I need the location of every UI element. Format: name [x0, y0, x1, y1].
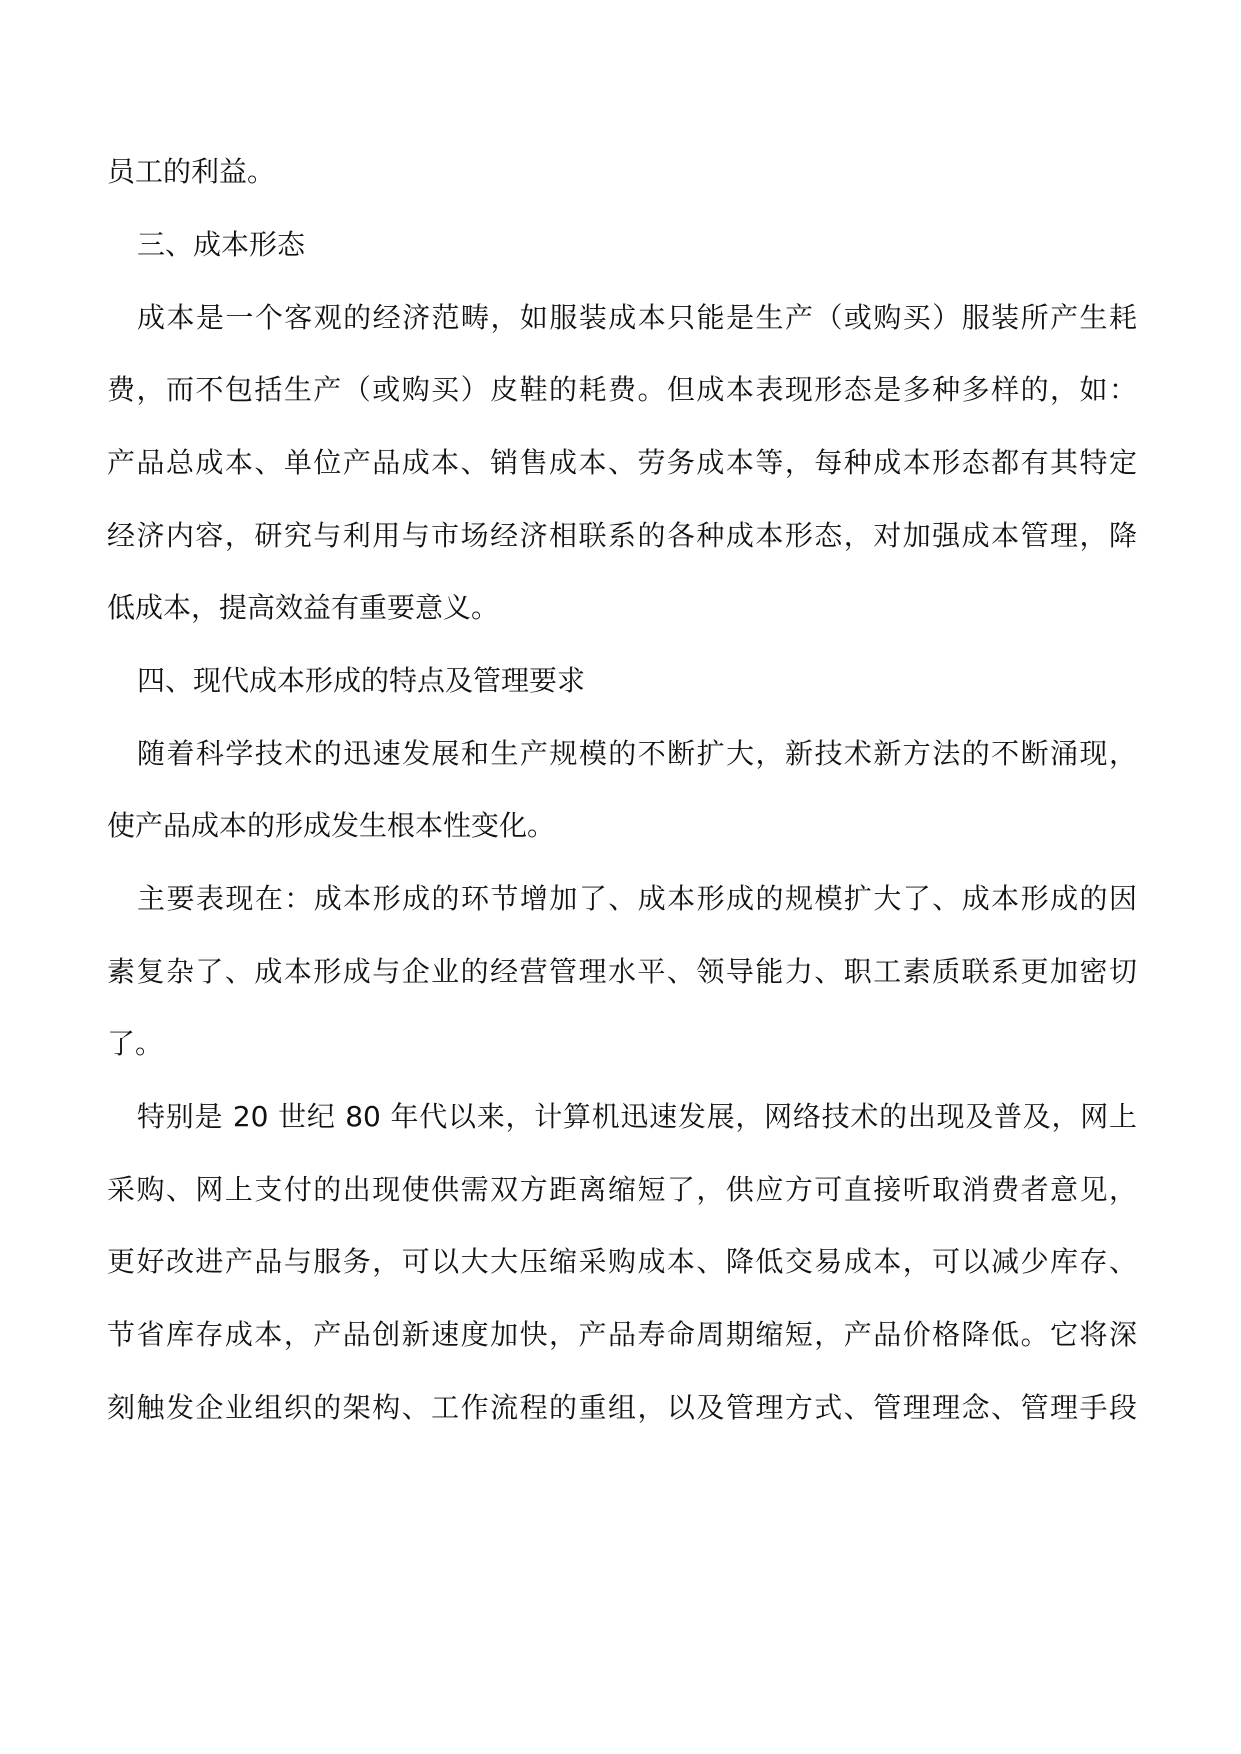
section-heading: 四、现代成本形成的特点及管理要求: [137, 664, 586, 697]
paragraph-line: 素复杂了、成本形成与企业的经营管理水平、领导能力、职工素质联系更加密切: [107, 955, 1137, 988]
paragraph-line: 节省库存成本，产品创新速度加快，产品寿命周期缩短，产品价格降低。它将深: [107, 1318, 1137, 1351]
paragraph-line: 低成本，提高效益有重要意义。: [107, 591, 500, 624]
paragraph-line: 产品总成本、单位产品成本、销售成本、劳务成本等，每种成本形态都有其特定: [107, 446, 1137, 479]
paragraph-line: 采购、网上支付的出现使供需双方距离缩短了，供应方可直接听取消费者意见，: [107, 1173, 1137, 1206]
paragraph-line: 特别是 20 世纪 80 年代以来，计算机迅速发展，网络技术的出现及普及，网上: [137, 1100, 1137, 1133]
paragraph-line: 经济内容，研究与利用与市场经济相联系的各种成本形态，对加强成本管理，降: [107, 519, 1137, 552]
paragraph-line: 更好改进产品与服务，可以大大压缩采购成本、降低交易成本，可以减少库存、: [107, 1245, 1137, 1278]
paragraph-line: 成本是一个客观的经济范畴，如服装成本只能是生产（或购买）服装所产生耗: [137, 301, 1137, 334]
section-heading: 三、成本形态: [137, 228, 306, 261]
paragraph-line: 随着科学技术的迅速发展和生产规模的不断扩大，新技术新方法的不断涌现，: [137, 737, 1137, 770]
paragraph-line: 员工的利益。: [107, 155, 276, 188]
paragraph-line: 刻触发企业组织的架构、工作流程的重组，以及管理方式、管理理念、管理手段: [107, 1391, 1137, 1424]
paragraph-line: 费，而不包括生产（或购买）皮鞋的耗费。但成本表现形态是多种多样的，如：: [107, 373, 1137, 406]
paragraph-line: 使产品成本的形成发生根本性变化。: [107, 809, 556, 842]
paragraph-line: 了。: [107, 1027, 164, 1060]
paragraph-line: 主要表现在：成本形成的环节增加了、成本形成的规模扩大了、成本形成的因: [137, 882, 1137, 915]
